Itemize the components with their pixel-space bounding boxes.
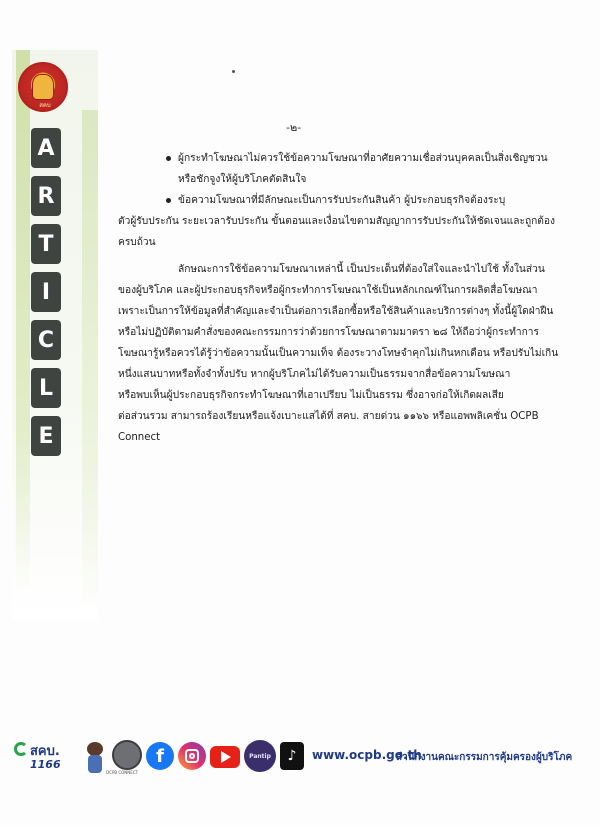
page-number: -๒- [286,121,302,134]
article-letter-i: I [31,272,61,312]
footer-bar [14,738,574,778]
hotline-number: 1166 [30,758,61,771]
paragraph-line-3: เพราะเป็นการให้ข้อมูลที่สำคัญและจำเป็นต่อการเลือกซื้อหรือใช้สินค้าและบริการต่างๆ ทั้งนี้ผู้ใดฝ่าฝืน [118,306,554,317]
article-letter-t: T [31,224,61,264]
bullet-icon [166,198,171,203]
band-stripe-left [16,50,30,590]
bullet-2-continuation [118,232,530,253]
website-link[interactable]: www.ocpb.go.th [312,748,422,762]
instagram-glyph [185,749,199,763]
ocpb-connect-icon[interactable] [112,740,142,770]
tiktok-icon[interactable] [280,742,304,770]
paragraph-line [118,427,530,448]
paragraph-line [118,406,539,427]
article-letter-a: A [31,128,61,168]
connect-label: OCPB CONNECT [106,770,139,775]
paragraph-line-6: หนึ่งแสนบาทหรือทั้งจำทั้งปรับ หากผู้บริโภคไม่ได้รับความเป็นธรรมจากสื่อข้อความโฆษณา [118,369,511,380]
pantip-label: Pantip [249,752,271,760]
pantip-icon[interactable] [244,740,276,772]
bullet-2-line-2: ตัวผู้รับประกัน ระยะเวลารับประกัน ขั้นตอนและเงื่อนไขตามสัญญาการรับประกันให้ชัดเจนและถูกต้อง [118,216,555,227]
paragraph-line-4: หรือไม่ปฏิบัติตามคำสั่งของคณะกรรมการว่าด้วยการโฆษณาตามมาตรา ๒๘ ให้ถือว่าผู้กระทำการ [118,327,539,338]
bullet-1-line-1: ผู้กระทำโฆษณาไม่ควรใช้ข้อความโฆษณาที่อาศัยความเชื่อส่วนบุคคลเป็นสิ่งเชิญชวน [178,153,548,164]
bullet-2-line-1: ข้อความโฆษณาที่มีลักษณะเป็นการรับประกันสินค้า ผู้ประกอบธุรกิจต้องระบุ [178,195,506,206]
band-stripe-right [82,110,98,610]
tiktok-glyph: ♪ [287,748,297,764]
paragraph-line [118,301,554,322]
bullet-2-continuation [118,211,555,232]
article-tiles [31,128,61,464]
paragraph-line-1: ลักษณะการใช้ข้อความโฆษณาเหล่านี้ เป็นประเด็นที่ต้องใส่ใจและนำไปใช้ ทั้งในส่วน [178,264,545,275]
paragraph-line [118,385,530,406]
article-letter-e: E [31,416,61,456]
bullet-icon [166,156,171,161]
bullet-1-line-2: หรือชักจูงให้ผู้บริโภคตัดสินใจ [178,174,307,185]
paragraph-line-9: Connect [118,432,161,443]
bullet-2-line-3: ครบถ้วน [118,237,156,248]
mascot-body [88,755,102,773]
facebook-glyph: f [156,745,164,767]
article-letter-c: C [31,320,61,360]
paragraph-line-5: โฆษณารู้หรือควรได้รู้ว่าข้อความนั้นเป็นความเท็จ ต้องระวางโทษจำคุกไม่เกินหกเดือน หรือปรับไม่เกิน [118,348,559,359]
hotline-name: สคบ. [30,744,60,759]
paragraph-line-8: ต่อส่วนรวม สามารถร้องเรียนหรือแจ้งเบาะแสได้ที่ สคบ. สายด่วน ๑๑๖๖ หรือแอพพลิเคชั่น OCPB [118,411,539,422]
seal-text: สคบ [39,102,51,109]
article-body [118,148,559,448]
paragraph-line-7: หรือพบเห็นผู้ประกอบธุรกิจกระทำโฆษณาที่เอาเปรียบ ไม่เป็นธรรม ซึ่งอาจก่อให้เกิดผลเสีย [118,390,504,401]
agency-name: สำนักงานคณะกรรมการคุ้มครองผู้บริโภค [396,752,573,763]
paragraph-line [118,280,538,301]
mascot-head [87,742,103,756]
instagram-icon[interactable] [178,742,206,770]
youtube-icon[interactable] [210,746,240,768]
bullet-item-2 [118,190,530,211]
article-letter-l: L [31,368,61,408]
paragraph-line-2: ของผู้บริโภค และผู้ประกอบธุรกิจหรือผู้กระทำการโฆษณาใช้เป็นหลักเกณฑ์ในการผลิตสื่อโฆษณา [118,285,538,296]
paragraph-line [118,259,545,280]
facebook-icon[interactable] [146,742,174,770]
scan-speck [232,70,235,73]
bullet-1-continuation [118,169,530,190]
paragraph-line [118,322,539,343]
hotline-logo[interactable] [14,738,78,774]
paragraph-line [118,364,530,385]
seal-emblem [32,74,54,100]
bullet-item-1 [118,148,548,169]
article-letter-r: R [31,176,61,216]
play-glyph [221,751,231,763]
mascot-icon [84,742,106,774]
ocpb-seal-logo [18,62,68,112]
paragraph-line [118,343,559,364]
hotline-swoosh-icon [14,742,28,756]
